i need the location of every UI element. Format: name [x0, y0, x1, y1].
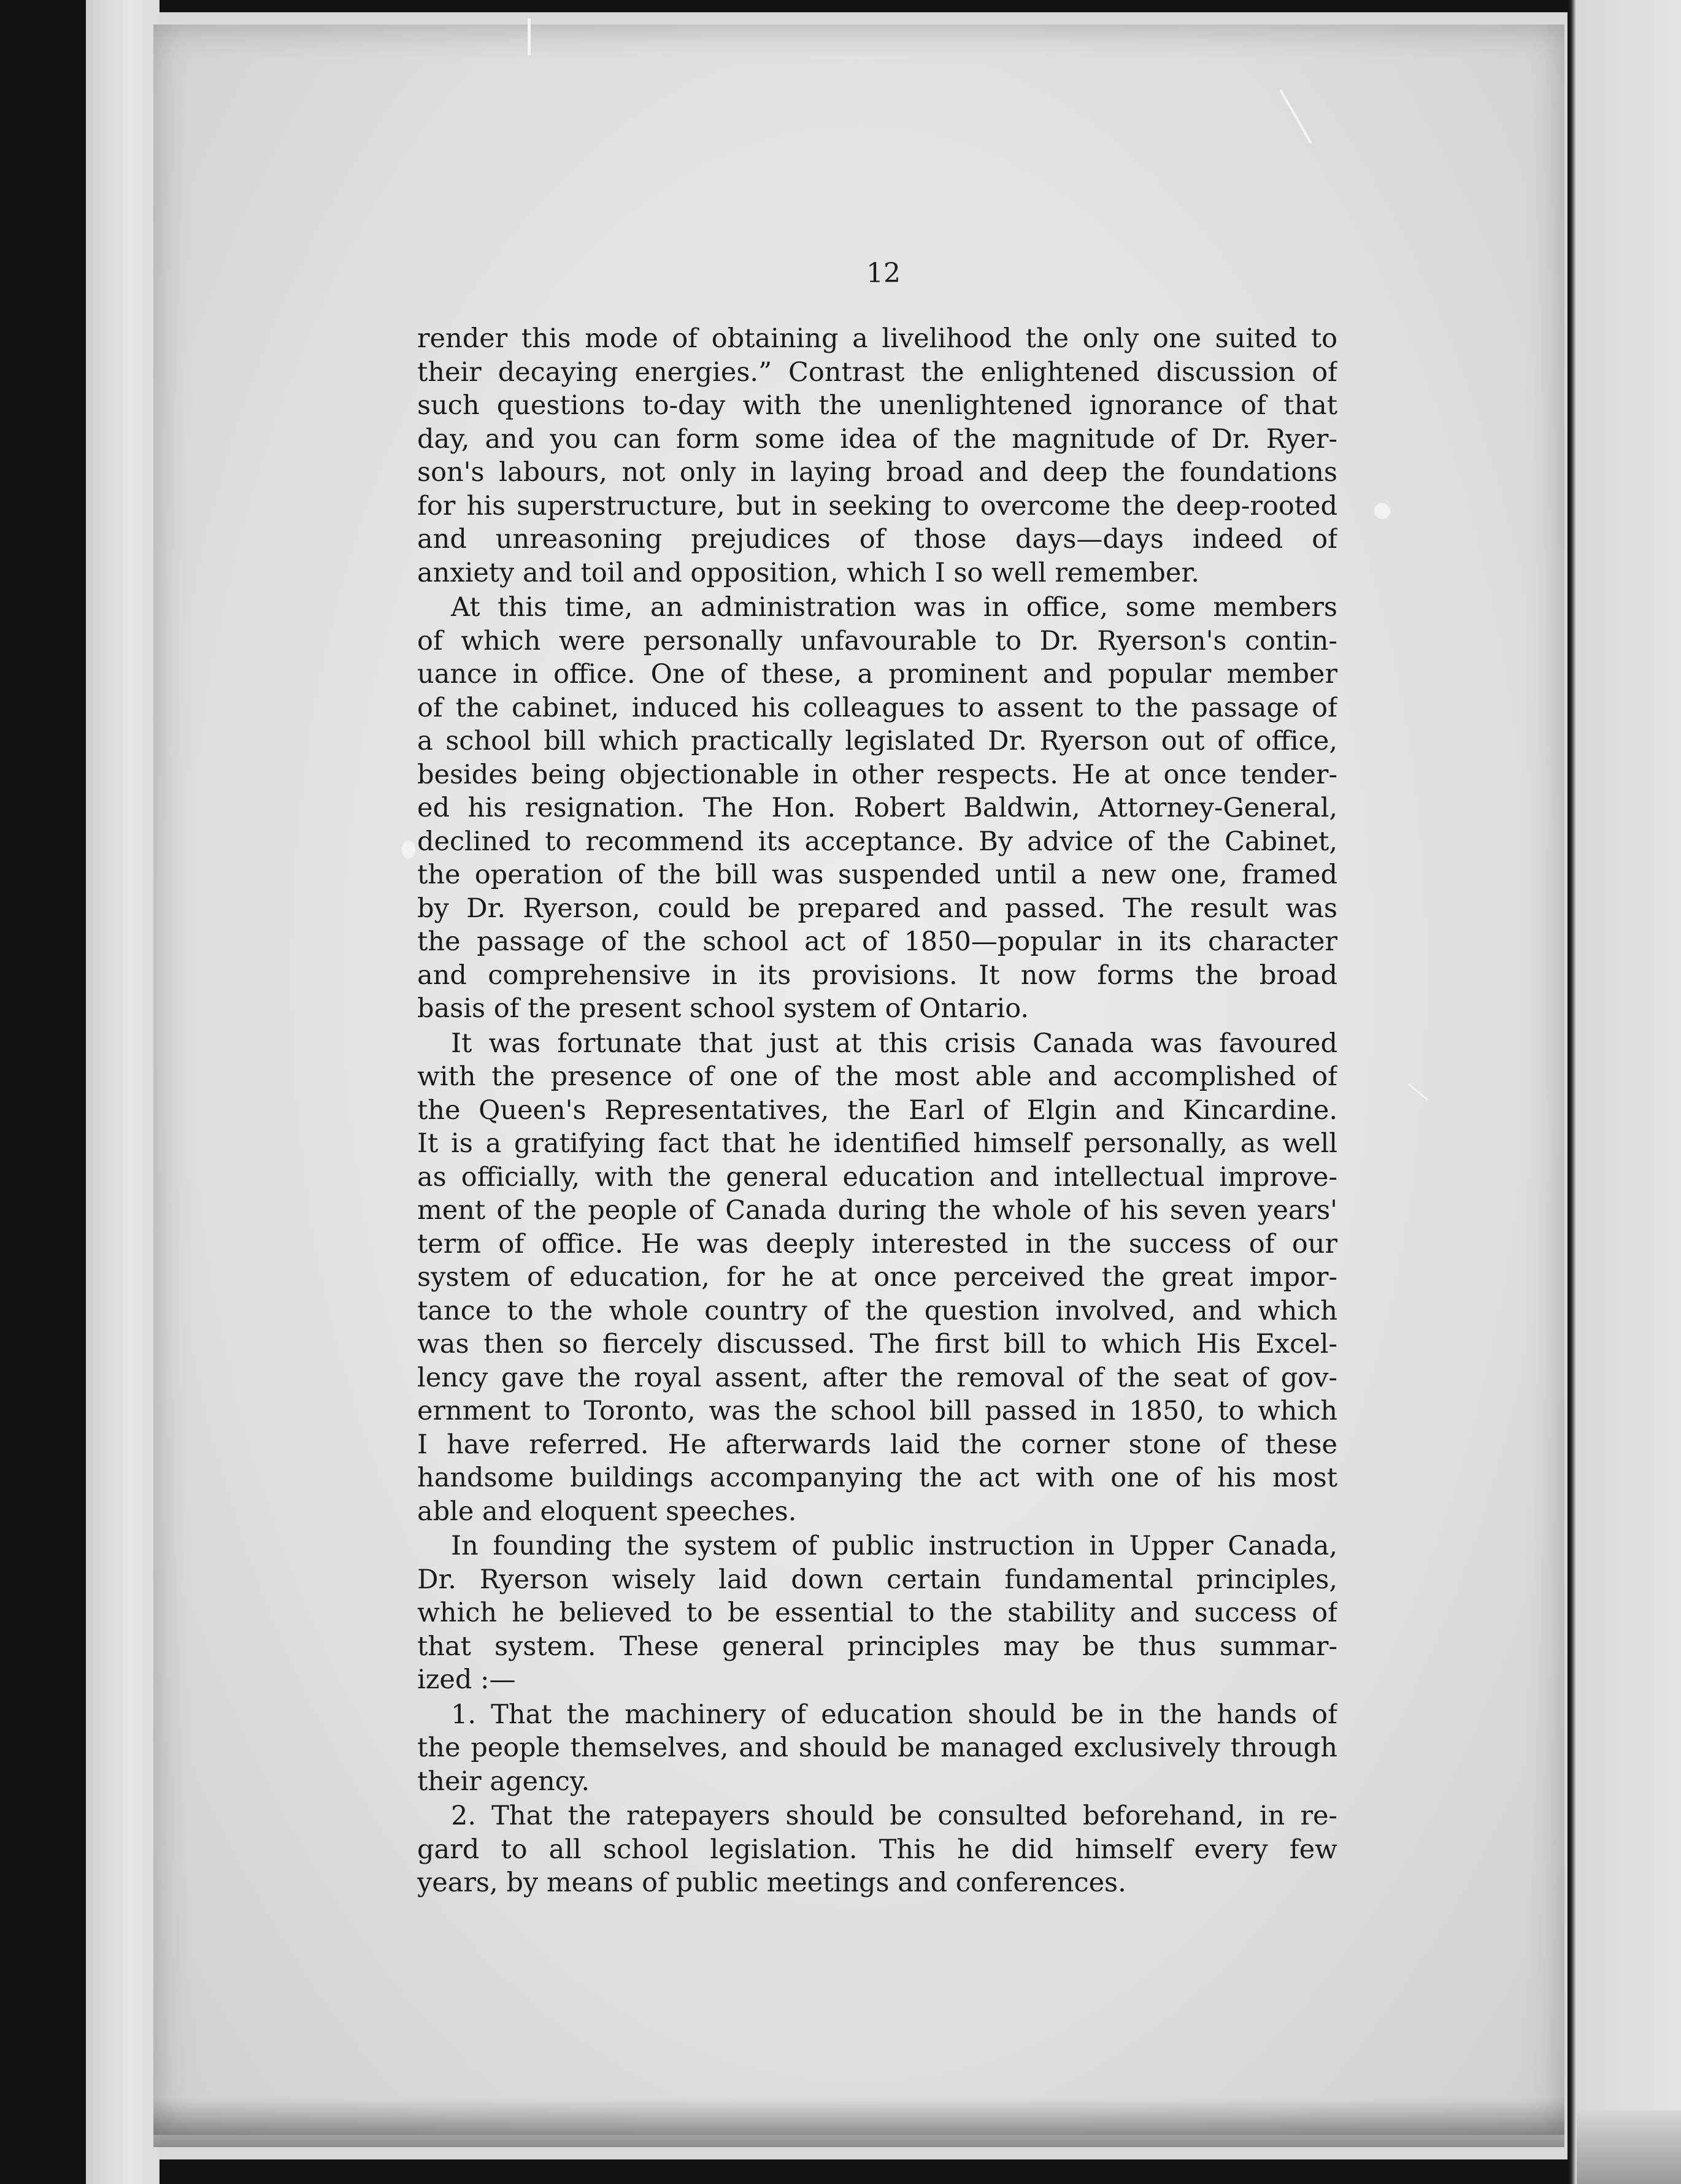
- scan-artifact: [528, 18, 531, 55]
- paragraph: [417, 1529, 1337, 1697]
- page-number: 12: [866, 258, 901, 289]
- text-line: and unreasoning prejudices of those days—days indeed of: [417, 524, 1337, 555]
- text-line: such questions to-day with the unenlightened ignorance of that: [417, 390, 1337, 421]
- text-line: render this mode of obtaining a livelihood the only one suited to: [417, 323, 1337, 354]
- text-line: In founding the system of public instruction in Upper Canada,: [451, 1531, 1337, 1561]
- text-line: handsome buildings accompanying the act with one of his most: [417, 1463, 1337, 1493]
- text-line: with the presence of one of the most able and accomplished of: [417, 1061, 1337, 1092]
- text-line: their agency.: [417, 1766, 590, 1797]
- text-line: gard to all school legislation. This he did himself every few: [417, 1834, 1337, 1865]
- text-line: by Dr. Ryerson, could be prepared and passed. The result was: [417, 893, 1337, 924]
- paragraph: [417, 1799, 1337, 1900]
- text-line: the people themselves, and should be managed exclusively through: [417, 1732, 1337, 1763]
- text-line: declined to recommend its acceptance. By advice of the Cabinet,: [417, 826, 1337, 857]
- left-margin-strip: [86, 0, 160, 2184]
- paragraph: [417, 1698, 1337, 1799]
- paragraph: [417, 1027, 1337, 1529]
- text-line: and comprehensive in its provisions. It now forms the broad: [417, 959, 1337, 991]
- text-line: anxiety and toil and opposition, which I so well remember.: [417, 557, 1199, 588]
- text-line: At this time, an administration was in office, some members: [451, 592, 1337, 623]
- text-line: a school bill which practically legislated Dr. Ryerson out of office,: [417, 726, 1337, 756]
- text-line: ized :—: [417, 1664, 516, 1695]
- paragraph: [417, 322, 1337, 590]
- text-line: the operation of the bill was suspended until a new one, framed: [417, 859, 1337, 890]
- text-line: lency gave the royal assent, after the removal of the seat of gov-: [417, 1362, 1337, 1393]
- scan-speck: [1374, 503, 1390, 519]
- text-line: able and eloquent speeches.: [417, 1496, 797, 1527]
- page-bottom-shadow: [153, 2098, 1564, 2147]
- text-line: of which were personally unfavourable to Dr. Ryerson's contin-: [417, 625, 1337, 656]
- text-line: day, and you can form some idea of the magnitude of Dr. Ryer-: [417, 423, 1337, 455]
- text-line: ed his resignation. The Hon. Robert Baldwin, Attorney-General,: [417, 793, 1337, 823]
- scan-speck: [402, 840, 415, 859]
- text-line: Dr. Ryerson wisely laid down certain fundamental principles,: [417, 1564, 1337, 1595]
- text-line: system of education, for he at once perceived the great impor-: [417, 1262, 1337, 1293]
- text-line: I have referred. He afterwards laid the corner stone of these: [417, 1429, 1337, 1460]
- next-page-edge-bottom: [1577, 2110, 1681, 2184]
- text-line: of the cabinet, induced his colleagues to assent to the passage of: [417, 692, 1337, 723]
- text-line: tance to the whole country of the question involved, and which: [417, 1295, 1337, 1326]
- text-line: the Queen's Representatives, the Earl of Elgin and Kincardine.: [417, 1094, 1337, 1126]
- text-line: ernment to Toronto, was the school bill passed in 1850, to which: [417, 1396, 1337, 1426]
- text-line: It is a gratifying fact that he identified himself personally, as well: [417, 1128, 1337, 1159]
- text-line: basis of the present school system of Ontario.: [417, 993, 1029, 1024]
- text-line: 1. That the machinery of education should be in the hands of: [451, 1699, 1337, 1730]
- text-line: son's labours, not only in laying broad and deep the foundations: [417, 457, 1337, 488]
- text-line: as officially, with the general education and intellectual improve-: [417, 1161, 1337, 1193]
- paragraph: [417, 591, 1337, 1026]
- text-line: was then so fiercely discussed. The first bill to which His Excel-: [417, 1329, 1337, 1359]
- text-line: for his superstructure, but in seeking to overcome the deep-rooted: [417, 490, 1337, 521]
- text-line: besides being objectionable in other respects. He at once tender-: [417, 759, 1337, 790]
- text-line: ment of the people of Canada during the whole of his seven years': [417, 1195, 1337, 1226]
- text-line: It was fortunate that just at this crisis Canada was favoured: [451, 1028, 1337, 1059]
- next-page-edge: [1568, 0, 1681, 2184]
- text-line: which he believed to be essential to the stability and success of: [417, 1598, 1337, 1628]
- text-line: years, by means of public meetings and conferences.: [417, 1867, 1126, 1898]
- body-text: [417, 322, 1337, 1900]
- text-line: 2. That the ratepayers should be consulted beforehand, in re-: [451, 1801, 1337, 1831]
- text-line: the passage of the school act of 1850—popular in its character: [417, 926, 1337, 957]
- text-line: uance in office. One of these, a prominent and popular member: [417, 659, 1337, 690]
- text-line: term of office. He was deeply interested in the success of our: [417, 1228, 1337, 1259]
- text-line: their decaying energies.” Contrast the enlightened discussion of: [417, 356, 1337, 388]
- text-line: that system. These general principles may be thus summar-: [417, 1631, 1337, 1662]
